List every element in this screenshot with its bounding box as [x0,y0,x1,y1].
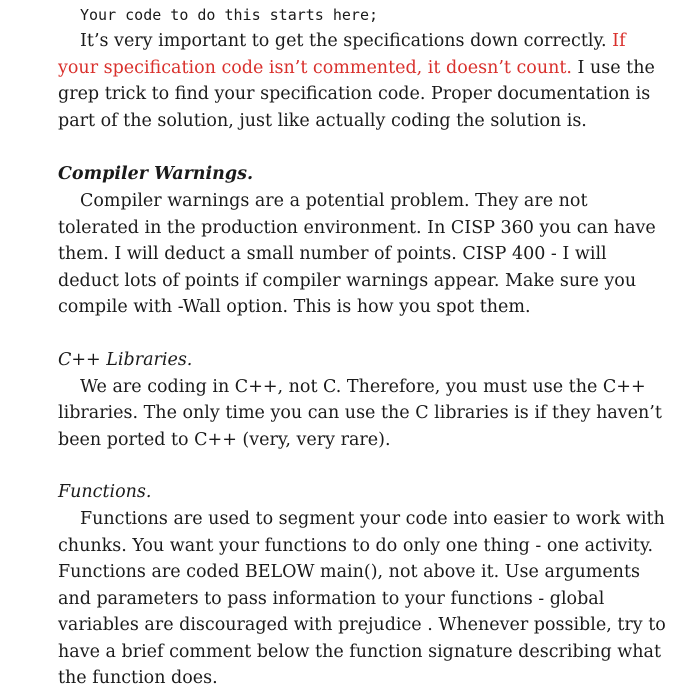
intro-paragraph [58,28,668,134]
code-line: Your code to do this starts here; [80,6,379,24]
section-heading-functions: Functions. [58,482,152,503]
intro-text-end: I use the grep trick to find your specification code. Proper documentation is part of the solution, just like actually coding the solution is. [58,57,655,131]
document-page [58,0,668,692]
section-heading-cpp-libraries: C++ Libraries. [58,349,193,370]
section-body-cpp-libraries: We are coding in C++, not C. Therefore, you must use the C++ libraries. The only time you can use the C libraries is if they haven’t been ported to C++ (very, very rare). [58,376,662,450]
intro-highlight-text: If your specification code isn’t commented, it doesn’t count. [58,31,626,78]
section-body-compiler-warnings: Compiler warnings are a potential problem. They are not tolerated in the production environment. In CISP 360 you can have them. I will deduct a small number of points. CISP 400 - I will deduct lots of points if compiler warnings appear. Make sure you compile with -Wall option. This is how you spot them. [58,190,656,318]
section-heading-compiler-warnings: Compiler Warnings. [58,164,254,185]
intro-text-start: It’s very important to get the specifications down correctly. [80,31,613,51]
section-body-functions: Functions are used to segment your code into easier to work with chunks. You want your functions to do only one thing - one activity. Functions are coded BELOW main(), not above it. Use arguments and parameters to pass information to your functions - global variables are discouraged with prejudice . Whenever possible, try to have a brief comment below the function signature describing what the function does. [58,508,666,689]
